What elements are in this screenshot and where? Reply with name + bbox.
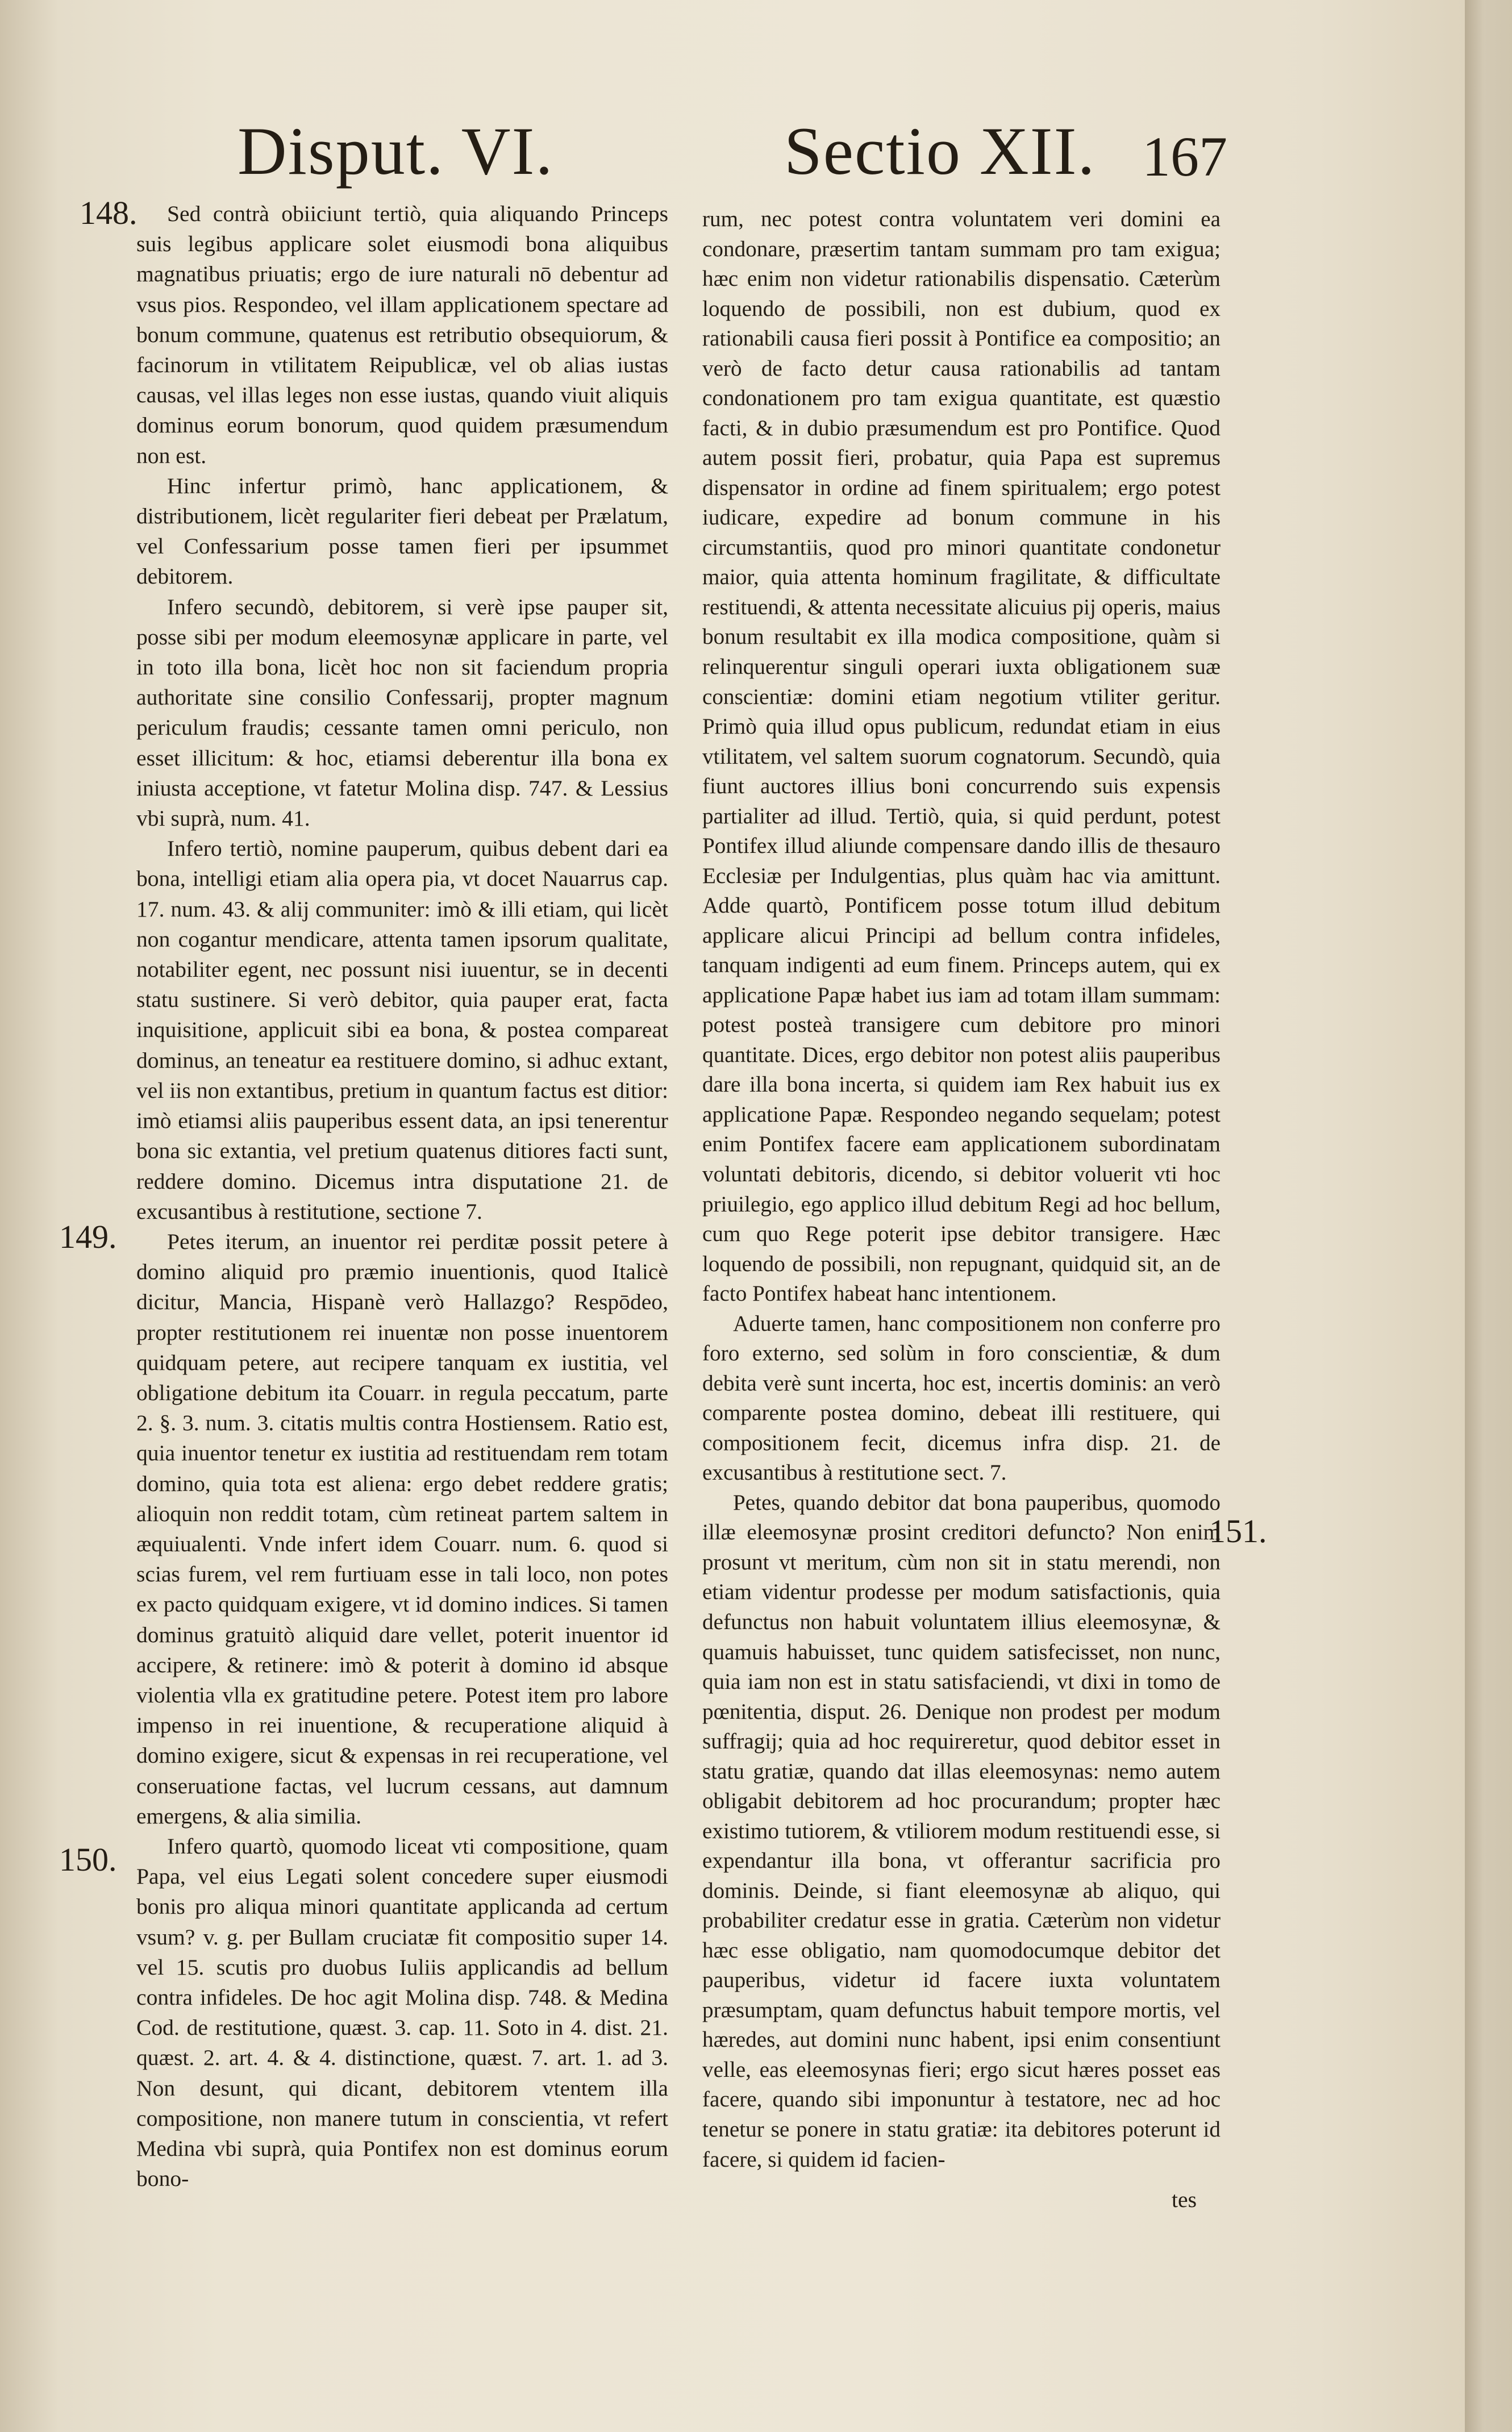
paragraph-infer-secundo: Infero secundò, debitorem, si verè ipse pauper sit, posse sibi per modum eleemosynæ applicare in parte, vel in toto illa bona, licèt hoc non sit faciendum propria authoritate sine consilio Confessarij, propter magnum periculum fraudis; cessante tamen omni periculo, non esset illicitum: & hoc, etiamsi deberentur illa bona ex iniusta acceptione, vt fatetur Molina disp. 747. & Lessius vbi suprà, num. 41. — [136, 594, 668, 831]
running-head-left: Disput. VI. — [238, 113, 554, 189]
margin-number-149: 149. — [59, 1218, 117, 1255]
margin-number-148: 148. — [80, 194, 138, 231]
margin-number-151: 151. — [1209, 1513, 1267, 1550]
paragraph-148: Sed contrà obiiciunt tertiò, quia aliquando Princeps suis legibus applicare solet eiusmodi bona aliquibus magnatibus priuatis; ergo de iure naturali nō debentur ad vsus pios. Respondeo, vel illam applicationem spectare ad bonum commune, quatenus est retributio obsequiorum, & facinorum in vtilitatem Reipublicæ, vel ob alias iustas causas, vel illas leges non esse iustas, quando viuit aliquis dominus eorum bonorum, quod quidem præsumendum non est. — [136, 201, 668, 468]
paragraph-infer-primo: Hinc infertur primò, hanc applicationem, & distributionem, licèt regulariter fieri debeat per Prælatum, vel Confessarium posse tamen fieri per ipsummet debitorem. — [136, 473, 668, 589]
paragraph-aduerte: Aduerte tamen, hanc compositionem non conferre pro foro externo, sed solùm in foro conscientiæ, & dum debita verè sunt incerta, hoc est, incertis dominis: an verò comparente postea domino, debeat illi restituere, qui compositionem fecit, dicemus infra disp. 21. de excusantibus à restitutione sect. 7. — [702, 1311, 1221, 1485]
paragraph-151: Petes, quando debitor dat bona pauperibus, quomodo illæ eleemosynæ prosint creditori defuncto? Non enim prosunt vt meritum, cùm non sit in statu merendi, non etiam videntur prodesse per modum satisfactionis, quia defunctus non habuit voluntatem illius eleemosynæ, & quamuis habuisset, tunc quidem satisfecisset, non nunc, quia iam non est in statu satisfaciendi, vt dixi in tomo de pœnitentia, disput. 26. Denique non prodest per modum suffragij; quia ad hoc requireretur, quod debitor esset in statu gratiæ, quando dat illas eleemosynas: nemo autem obligabit debitorem ad hoc procurandum; propter hæc existimo tutiorem, & vtiliorem modum restituendi esse, si expendantur illa bona, vt offerantur sacrificia pro dominis. Deinde, si fiant eleemosynæ ab aliquo, qui probabiliter credatur esse in gratia. Cæterùm non videtur hæc esse obligatio, nam quomodocumque debitor det pauperibus, videtur id facere iuxta voluntatem præsumptam, quam defunctus habuit tempore mortis, vel hæredes, aut domini nunc habent, ipsi enim consentiunt velle, eas eleemosynas fieri; ergo sicut hæres posset eas facere, quando sibi imponuntur à testatore, nec ad hoc tenetur se ponere in statu gratiæ: ita debitores poterunt id facere, si quidem id facien- — [702, 1490, 1221, 2172]
page-edge — [1465, 0, 1512, 2432]
running-head-right: Sectio XII. — [784, 113, 1096, 189]
right-text-column — [702, 205, 1221, 2175]
paragraph-149: Petes iterum, an inuentor rei perditæ possit petere à domino aliquid pro præmio inuentionis, quod Italicè dicitur, Mancia, Hispanè verò Hallazgo? Respōdeo, propter restitutionem rei inuentæ non posse inuentorem quidquam petere, aut recipere tanquam ex iustitia, vel obligatione debitum ita Couarr. in regula peccatum, parte 2. §. 3. num. 3. citatis multis contra Hostiensem. Ratio est, quia inuentor tenetur ex iustitia ad restituendam rem totam domino, quia tota est aliena: ergo debet reddere gratis; alioquin non reddit totam, cùm retineat partem saltem in æquiualenti. Vnde infert idem Couarr. num. 6. quod si scias furem, vel rem furtiuam esse in tali loco, non potes ex pacto quidquam exigere, vt id domino indices. Si tamen dominus gratuitò aliquid dare vellet, poterit inuentor id accipere, & retinere: imò & poterit à domino id absque violentia vlla ex gratitudine petere. Potest item pro labore impenso in rei inuentione, & recuperatione aliquid à domino exigere, sicut & expensas in rei recuperatione, vel conseruatione factas, vel lucrum cessans, aut damnum emergens, & alia similia. — [136, 1229, 668, 1829]
margin-number-150: 150. — [59, 1841, 117, 1878]
page-number: 167 — [1142, 125, 1227, 188]
left-text-column — [136, 199, 668, 2194]
paragraph-150: Infero quartò, quomodo liceat vti compositione, quam Papa, vel eius Legati solent concedere super eiusmodi bonis pro aliqua minori quantitate applicanda ad certum vsum? v. g. per Bullam cruciatæ fit compositio super 14. vel 15. scutis pro duobus Iuliis applicandis ad bellum contra infideles. De hoc agit Molina disp. 748. & Medina Cod. de restitutione, quæst. 3. cap. 11. Soto in 4. dist. 21. quæst. 2. art. 4. & 4. distinctione, quæst. 7. art. 1. ad 3. Non desunt, qui dicant, debitorem vtentem illa compositione, non manere tutum in conscientia, vt refert Medina vbi suprà, quia Pontifex non est dominus eorum bono- — [136, 1833, 668, 2192]
catchword: tes — [1172, 2187, 1197, 2212]
paragraph-continued: rum, nec potest contra voluntatem veri domini ea condonare, præsertim tantam summam pro tam exigua; hæc enim non videtur rationabilis dispensatio. Cæterùm loquendo de possibili, non est dubium, quod ex rationabili causa fieri possit à Pontifice ea compositio; an verò de facto detur causa rationabilis ad tantam condonationem pro tam exigua quantitate, est quæstio facti, & in dubio præsumendum est pro Pontifice. Quod autem possit fieri, probatur, quia Papa est supremus dispensator in ordine ad finem spiritualem; ergo potest iudicare, expedire ad bonum commune in his circumstantiis, quod pro minori quantitate condonetur maior, quia attenta hominum fragilitate, & difficultate restituendi, & attenta necessitate alicuius pij operis, maius bonum resultabit ex illa modica compositione, quàm si relinquerentur singuli operari iuxta obligationem suæ conscientiæ: domini etiam negotium vtiliter geritur. Primò quia illud opus publicum, redundat etiam in eius vtilitatem, vel saltem suorum cognatorum. Secundò, quia fiunt auctores illius boni concurrendo suis expensis partialiter ad illud. Tertiò, quia, si quid perdunt, potest Pontifex illud aliunde compensare dando illis de thesauro Ecclesiæ per Indulgentias, plus quàm hac via amittunt. Adde quartò, Pontificem posse totum illud debitum applicare alicui Principi ad bellum contra infideles, tanquam indigenti ad eum finem. Princeps autem, qui ex applicatione Papæ habet ius iam ad totam illam summam: potest posteà transigere cum debitore pro minori quantitate. Dices, ergo debitor non potest aliis pauperibus dare illa bona incerta, si quidem iam Rex habuit ius ex applicatione Papæ. Respondeo negando sequelam; potest enim Pontifex facere eam applicationem subordinatam voluntati debitoris, dicendo, si debitor voluerit vti hoc priuilegio, ego applico illud debitum Regi ad hoc bellum, cum quo Rege poterit ipse debitor transigere. Hæc loquendo de possibili, non repugnant, quidquid sit, an de facto Pontifex habeat hanc intentionem. — [702, 207, 1221, 1306]
paragraph-infer-tertio: Infero tertiò, nomine pauperum, quibus debent dari ea bona, intelligi etiam alia opera pia, vt docet Nauarrus cap. 17. num. 43. & alij communiter: imò & illi etiam, qui licèt non cogantur mendicare, attenta tamen ipsorum qualitate, notabiliter egent, nec possunt nisi iuuentur, se in decenti statu sustinere. Si verò debitor, quia pauper erat, facta inquisitione, applicuit sibi ea bona, & postea compareat dominus, an teneatur ea restituere domino, si adhuc extant, vel iis non extantibus, pretium in quantum factus est ditior: imò etiamsi aliis pauperibus essent data, an ipsi tenerentur bona sic extantia, vel pretium quatenus ditiores facti sunt, reddere domino. Dicemus intra disputatione 21. de excusantibus à restitutione, sectione 7. — [136, 836, 668, 1224]
